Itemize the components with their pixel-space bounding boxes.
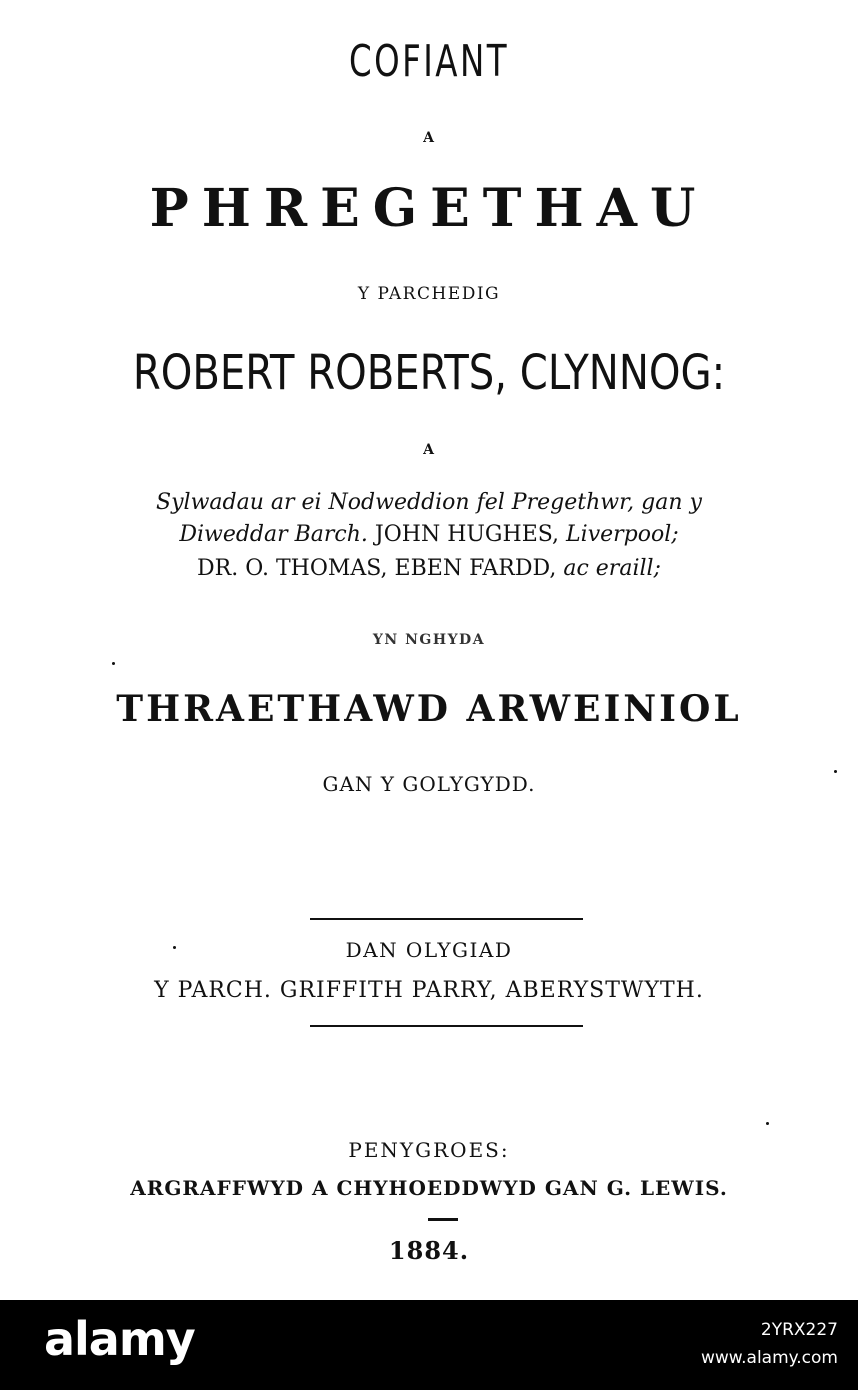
contributors-line-3 <box>0 556 858 581</box>
contributors-line-2 <box>0 522 858 547</box>
editor-line: Y PARCH. GRIFFITH PARRY, ABERYSTWYTH. <box>154 978 704 1003</box>
title-cofiant: COFIANT <box>349 36 509 87</box>
contributors-line-2-name: JOHN HUGHES, <box>374 522 560 547</box>
subtitle-y-parchedig: Y PARCHEDIG <box>357 284 501 304</box>
divider-bottom <box>310 1025 583 1027</box>
conjunction-a: A <box>423 130 435 146</box>
speck <box>834 770 837 773</box>
divider-top <box>310 918 583 920</box>
speck <box>766 1122 769 1125</box>
short-divider <box>428 1218 458 1221</box>
title-phregethau: PHREGETHAU <box>149 178 709 239</box>
subject-name: ROBERT ROBERTS, CLYNNOG: <box>132 345 726 401</box>
speck <box>173 946 176 949</box>
contributors-line-2-italic-b: Liverpool; <box>566 522 679 547</box>
place-of-publication: PENYGROES: <box>348 1138 510 1162</box>
alamy-logo: alamy <box>44 1312 195 1366</box>
yn-nghyda: YN NGHYDA <box>372 632 486 648</box>
essay-title: THRAETHAWD ARWEINIOL <box>116 688 742 730</box>
by-the-editor: GAN Y GOLYGYDD. <box>322 772 536 796</box>
dan-olygiad: DAN OLYGIAD <box>345 938 513 962</box>
conjunction-a-second: A <box>423 442 435 458</box>
contributors-line-3-names: DR. O. THOMAS, EBEN FARDD, <box>197 556 557 581</box>
printer-line: ARGRAFFWYD A CHYHOEDDWYD GAN G. LEWIS. <box>130 1176 728 1200</box>
contributors-line-3-italic: ac eraill; <box>563 556 661 581</box>
image-id: 2YRX227 <box>760 1320 838 1340</box>
contributors-line-1: Sylwadau ar ei Nodweddion fel Pregethwr, gan y <box>156 490 702 515</box>
publication-year: 1884. <box>388 1236 470 1265</box>
site-url: www.alamy.com <box>700 1348 838 1368</box>
speck <box>112 662 115 665</box>
contributors-line-2-italic-a: Diweddar Barch. <box>179 522 368 547</box>
